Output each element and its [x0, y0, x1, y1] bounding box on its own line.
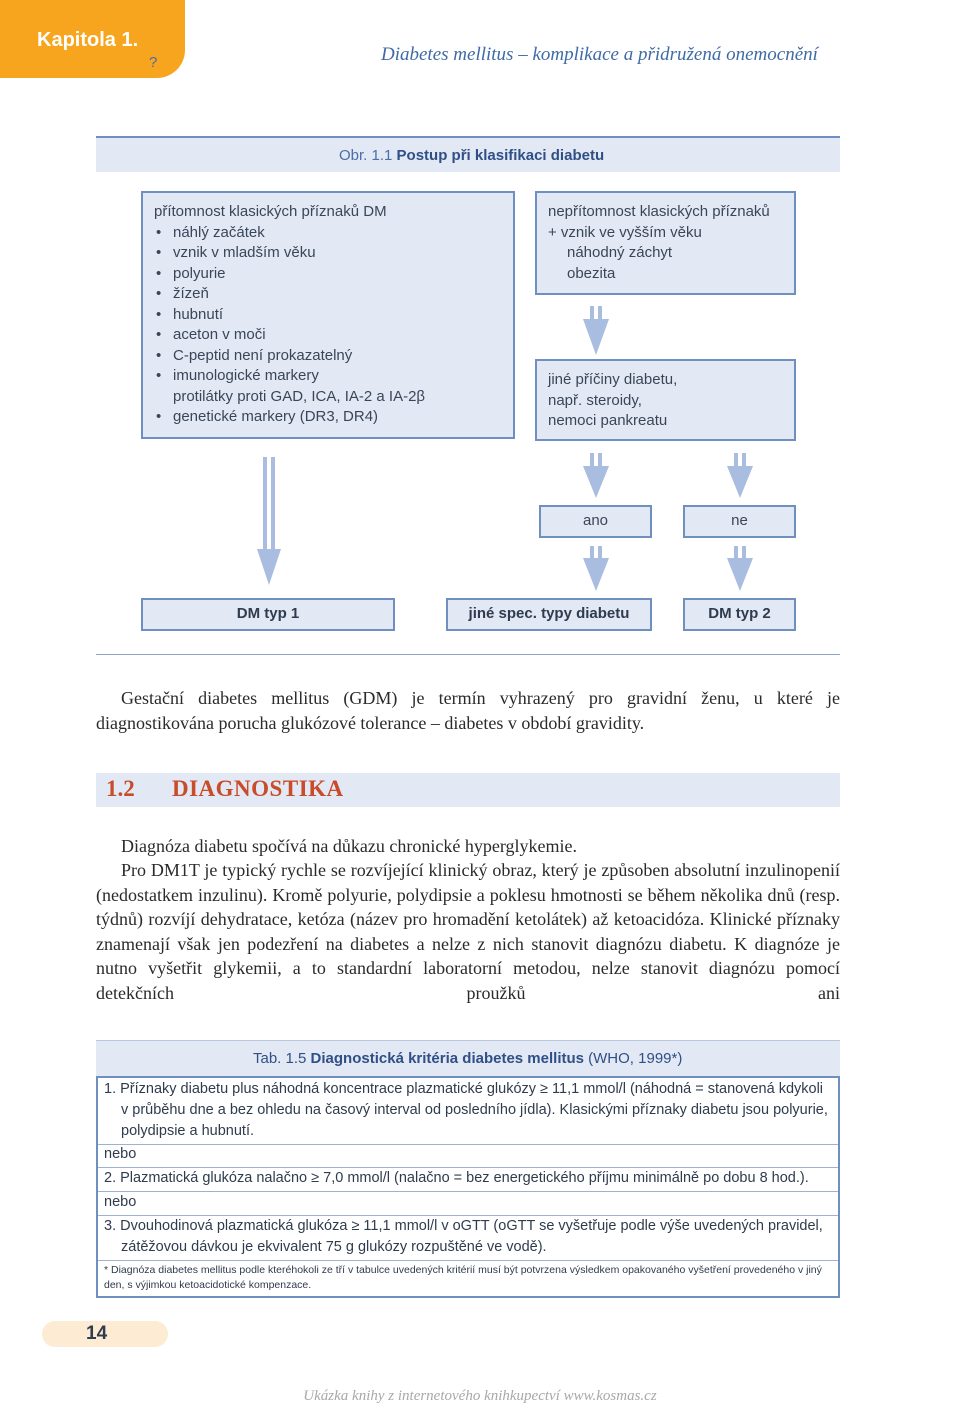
running-title: Diabetes mellitus – komplikace a přidružená onemocnění: [381, 44, 818, 65]
diagnosis-paragraph-1-text: Diagnóza diabetu spočívá na důkazu chronické hyperglykemie.: [121, 836, 578, 856]
or-row: nebo: [104, 1194, 137, 1210]
symptom-item: protilátky proti GAD, ICA, IA-2 a IA-2β: [173, 387, 426, 405]
result-dm-type1: DM typ 1: [141, 598, 395, 631]
symptom-item: • polyurie: [154, 264, 513, 285]
figure-caption-title: Postup při klasifikaci diabetu: [396, 147, 605, 164]
symptom-item: • žízeň: [154, 284, 513, 305]
section-number: 1.2: [106, 776, 135, 801]
table-caption: [253, 1050, 682, 1067]
symptom-item: • C-peptid není prokazatelný: [154, 346, 513, 367]
arrow-to-no: [727, 453, 753, 498]
table-caption-number: Tab. 1.5: [253, 1050, 307, 1067]
result-other-types: jiné spec. typy diabetu: [446, 598, 652, 631]
symptom-item: • náhlý začátek: [154, 223, 513, 244]
symptom-item: • imunologické markery: [154, 366, 513, 387]
no-classic-symptoms-box: [535, 191, 796, 295]
chapter-mark: ?: [149, 54, 158, 71]
criterion-row-1: [104, 1079, 834, 1142]
table-caption-title: Diagnostická kritéria diabetes mellitus: [310, 1050, 584, 1067]
footer-note: Ukázka knihy z internetového knihkupectví www.kosmas.cz: [303, 1388, 657, 1404]
symptom-item: • aceton v moči: [154, 325, 513, 346]
section-title: DIAGNOSTIKA: [172, 776, 344, 801]
table-caption-source: (WHO, 1999*): [588, 1050, 683, 1067]
other-causes-line: např. steroidy,: [548, 391, 642, 409]
criterion-2-text: 2. Plazmatická glukóza nalačno ≥ 7,0 mmol/l (nalačno = bez energetického příjmu minimálně po dobu 8 hod.).: [104, 1170, 809, 1186]
chapter-label: Kapitola 1.: [37, 29, 139, 51]
diagnosis-paragraph-2-text: Pro DM1T je typický rychle se rozvíjející klinický obraz, který je způsoben absolutní inzulinopenií (nedostatkem inzulinu). Kromě polyurie, polydipsie a poklesu hmotnosti se během několika dnů (resp. týdnů) rozvíjí dehydratace, ketóza (název pro hromadění ketolátek) až ketoacidóza. Klinické příznaky znamenají však jen podezření na diabetes a nelze z nich stanovit diagnózu diabetu. K diagnóze je nutno vyšetřit glykemii, a to standardní laboratorní metodou, nelze stanovit diagnózu pomocí detekčních proužků ani: [96, 860, 840, 1003]
other-causes-line: nemoci pankreatu: [548, 412, 668, 429]
table-footnote: * Diagnóza diabetes mellitus podle kteréhokoli ze tří v tabulce uvedených kritérií musí být potvrzena výsledkem opakovaného vyšetření provedeného v jiný den, s výjimkou ketoacidotické kompenzace.: [104, 1264, 822, 1291]
other-causes-line: jiné příčiny diabetu,: [548, 371, 678, 388]
figure-bottom-rule: [96, 654, 840, 655]
criterion-row-2: [104, 1168, 834, 1189]
diagnosis-paragraph-1: [96, 834, 840, 859]
symptom-item: • vznik v mladším věku: [154, 243, 513, 264]
criterion-1-text: 1. Příznaky diabetu plus náhodná koncentrace plazmatické glukózy ≥ 11,1 mmol/l (náhodná = stanovená kdykoli v průběhu dne a bez ohledu na časový interval od posledního jídla). Klasickými příznaky diabetu jsou polyurie, polydipsie a hubnutí.: [104, 1081, 828, 1139]
other-causes-box: [535, 359, 796, 441]
criterion-row-3: [104, 1216, 834, 1258]
no-symptoms-line: obezita: [567, 264, 616, 282]
classic-symptoms-heading: přítomnost klasických příznaků DM: [154, 203, 387, 220]
or-row: nebo: [104, 1146, 137, 1162]
arrow-to-yes: [583, 453, 609, 498]
arrow-to-other-causes: [583, 306, 609, 355]
table-divider: [98, 1260, 838, 1261]
no-symptoms-line: náhodný záchyt: [567, 244, 673, 261]
figure-caption-number: Obr. 1.1: [339, 147, 393, 164]
no-symptoms-line: + vznik ve vyšším věku: [548, 223, 702, 241]
classic-symptoms-box: [141, 191, 515, 439]
gdm-paragraph-text: Gestační diabetes mellitus (GDM) je termín vyhrazený pro gravidní ženu, u které je diagnostikována porucha glukózové tolerance – diabetes v období gravidity.: [96, 688, 840, 733]
symptom-item: • genetické markery (DR3, DR4): [154, 407, 513, 428]
result-dm-type2: DM typ 2: [683, 598, 796, 631]
arrow-no-to-type2: [727, 546, 753, 591]
no-symptoms-heading: nepřítomnost klasických příznaků: [548, 203, 770, 220]
page-number: 14: [86, 1323, 108, 1344]
no-option: ne: [683, 505, 796, 538]
diagnosis-paragraph-2: [96, 858, 840, 1005]
criterion-3-text: 3. Dvouhodinová plazmatická glukóza ≥ 11,1 mmol/l v oGTT (oGTT se vyšetřuje podle výše uvedených pravidel, zátěžovou dávkou je ekvivalent 75 g glukózy rozpuštěné ve vodě).: [104, 1218, 823, 1255]
arrow-to-type1: [257, 457, 281, 585]
arrow-yes-to-other-types: [583, 546, 609, 591]
symptom-item: • hubnutí: [154, 305, 513, 326]
gdm-paragraph: [96, 686, 840, 735]
yes-option: ano: [539, 505, 652, 538]
